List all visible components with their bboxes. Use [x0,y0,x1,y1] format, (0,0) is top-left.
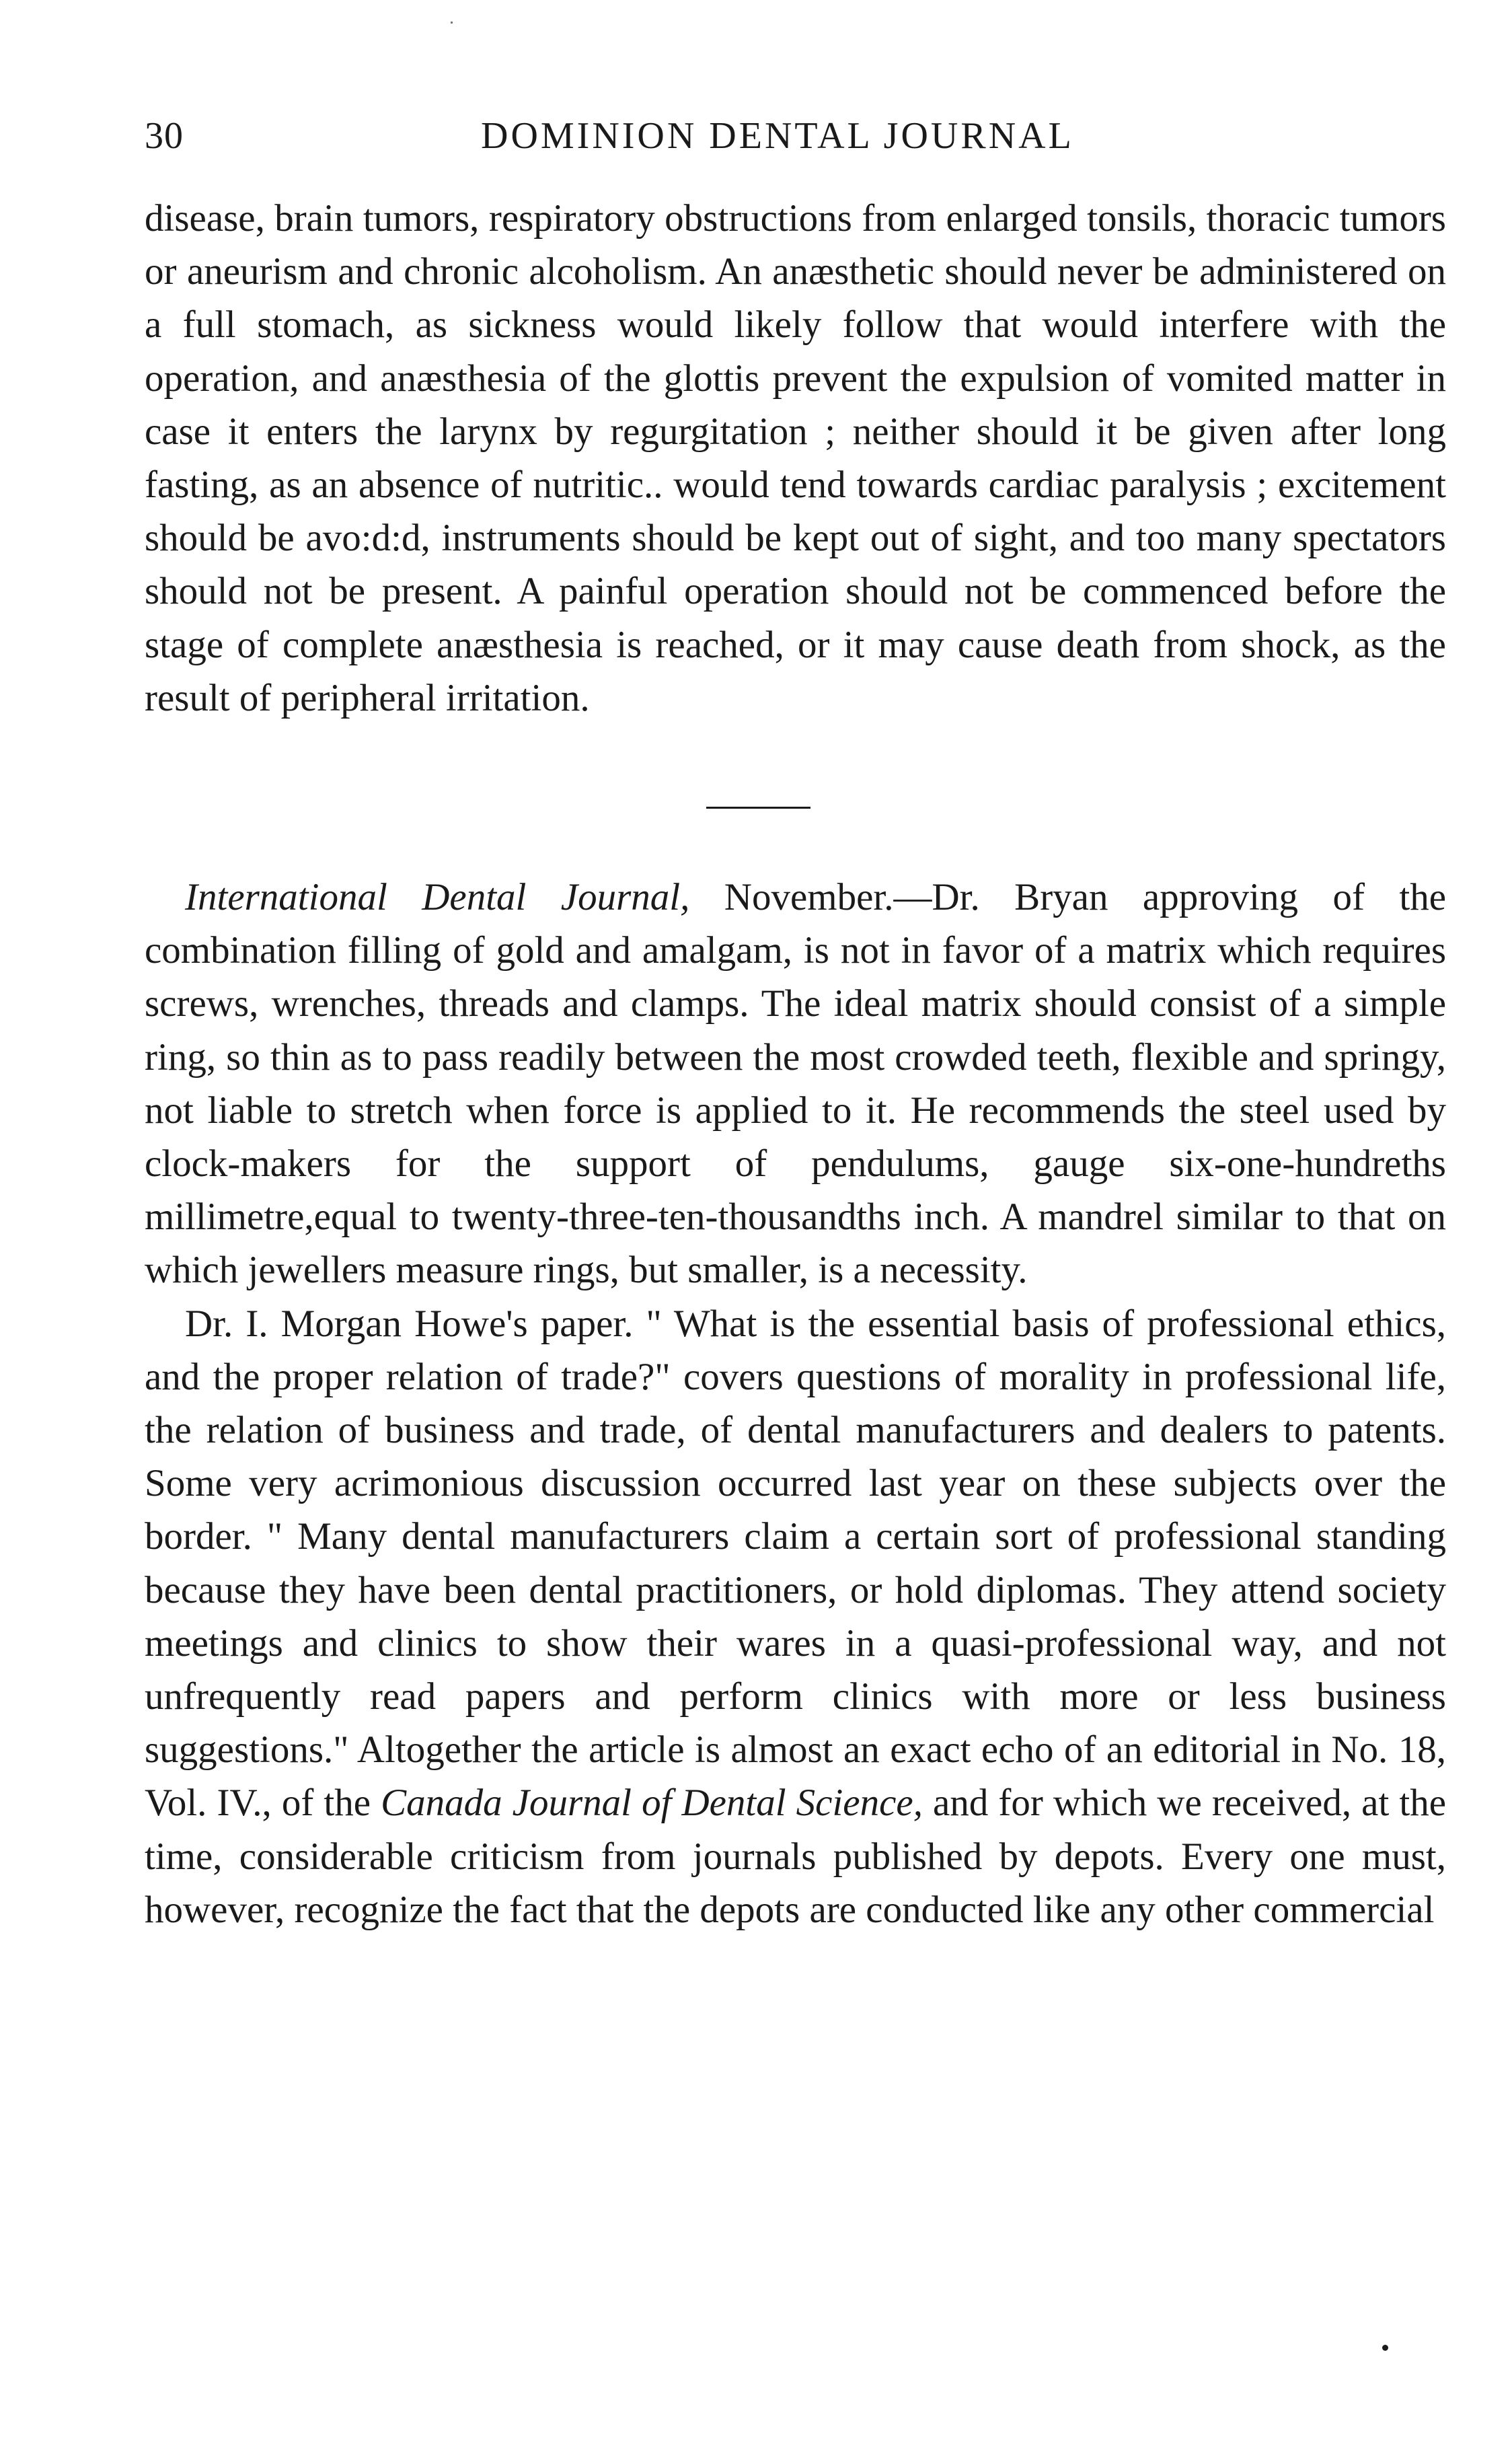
stray-mark [451,22,453,24]
paragraph-ethics-continuation: and for which we received, at the time, considerable criticism from journals published by depots. Every one must, however, recognize the fact that the depots are conducted like any other commercial [145,1782,1447,1931]
paragraph-matrix-text: November.—Dr. Bryan approving of the combination filling of gold and amalgam, is not in favor of a matrix which requires screws, wrenches, threads and clamps. The ideal matrix should consist of a simple ring, so thin as to pass readily between the most crowded teeth, flexible and springy, not liable to stretch when force is applied to it. He recommends the steel used by clock-makers for the support of pendulums, gauge six-one-hundreths millimetre,equal to twenty-three-ten-thousandths inch. A mandrel similar to that on which jewellers measure rings, but smaller, is a necessity. [145,876,1446,1292]
paragraph-anaesthesia: disease, brain tumors, respiratory obstructions from enlarged tonsils, thoracic tumors or aneurism and chronic alcoholism. An anæsthetic should never be administered on a full stomach, as sickness would likely follow that would interfere with the operation, and anæsthesia of the glottis prevent the expulsion of vomited matter in case it enters the larynx by regurgitation ; neither should it be given after long fasting, as an absence of nutritic.. would tend towards cardiac paralysis ; excitement should be avo:d:d, instruments should be kept out of sight, and too many spectators should not be present. A painful operation should not be commenced before the stage of complete anæsthesia is reached, or it may cause death from shock, as the result of peripheral irritation. [145,197,1446,719]
journal-citation: Canada Journal of Dental Science, [381,1782,923,1825]
stray-dot [1382,2345,1388,2351]
section-divider [706,807,810,809]
journal-title: DOMINION DENTAL JOURNAL [481,115,1074,157]
paragraph-ethics-text: Dr. I. Morgan Howe's paper. " What is the essential basis of professional ethics, and the proper relation of trade?" covers questions of morality in professional life, the relation of business and trade, of dental manufacturers and dealers to patents. Some very acrimonious discussion occurred last year on these subjects over the border. " Many dental manufacturers claim a certain sort of professional standing because they have been dental practitioners, or hold diplomas. They attend society meetings and clinics to show their wares in a quasi-professional way, and not unfrequently read papers and perform clinics with more or less business suggestions." Altogether the article is almost an exact echo of an editorial in No. 18, Vol. IV., of the [145,1302,1446,1825]
page [145,114,1446,1936]
paragraph-matrix [145,871,1446,1297]
running-head [145,114,1446,168]
paragraph-ethics [145,1297,1446,1936]
source-citation: International Dental Journal, [185,876,690,919]
page-number: 30 [145,115,184,157]
